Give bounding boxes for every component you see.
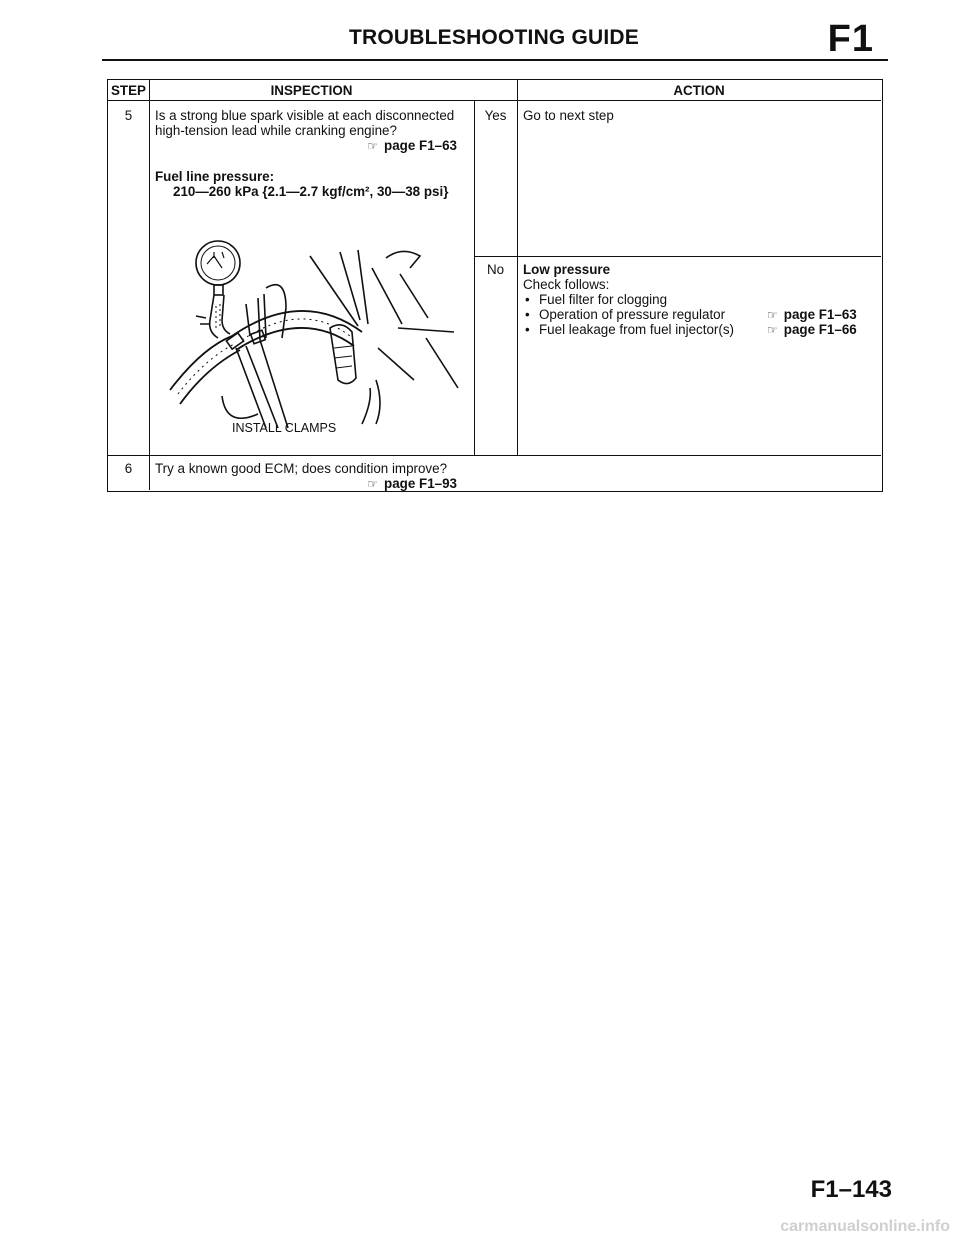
header-action: ACTION: [673, 83, 725, 98]
page-reference: ☞ page F1–66: [767, 322, 857, 337]
pointing-hand-icon: ☞: [767, 308, 778, 322]
inspection-question-line1: Try a known good ECM; does condition improve?: [155, 461, 448, 476]
inspection-question-line2: high-tension lead while cranking engine?: [155, 123, 397, 138]
watermark: carmanualsonline.info: [780, 1218, 950, 1235]
figure-label: INSTALL CLAMPS: [232, 421, 337, 435]
step-number: 5: [124, 108, 133, 123]
yes-action: Go to next step: [523, 108, 614, 123]
divider-header: [108, 100, 881, 101]
section-code: F1: [827, 18, 874, 60]
step-number: 6: [124, 461, 133, 476]
fuel-pressure-gauge-figure: [162, 228, 462, 440]
header-inspection: INSPECTION: [270, 83, 353, 98]
inspection-text: [155, 108, 471, 199]
divider-yesno: [517, 80, 518, 455]
page-reference: ☞ page F1–63: [367, 138, 457, 153]
header-step: STEP: [111, 83, 146, 98]
pointing-hand-icon: ☞: [367, 477, 379, 491]
no-action-intro: Check follows:: [523, 277, 610, 292]
header-rule: [102, 59, 888, 61]
list-item: • Operation of pressure regulator ☞ page F1–63: [523, 307, 875, 322]
no-action-title: Low pressure: [523, 262, 611, 277]
list-item: • Fuel filter for clogging: [523, 292, 875, 307]
inspection-text: [155, 461, 471, 492]
divider-step6: [108, 455, 881, 456]
pointing-hand-icon: ☞: [767, 323, 778, 337]
spec-title: Fuel line pressure:: [155, 169, 275, 184]
divider-yes-no: [474, 256, 881, 257]
page-reference: ☞ page F1–93: [367, 476, 457, 491]
no-action: [523, 262, 875, 337]
divider-step: [149, 80, 150, 490]
page-title: TROUBLESHOOTING GUIDE: [348, 26, 640, 49]
troubleshooting-table: [107, 79, 883, 492]
page-reference: ☞ page F1–63: [767, 307, 857, 322]
no-label: No: [486, 262, 505, 277]
divider-inspection: [474, 101, 475, 455]
check-list: [523, 292, 875, 337]
spec-value: 210—260 kPa {2.1—2.7 kgf/cm², 30—38 psi}: [173, 184, 449, 199]
inspection-question-line1: Is a strong blue spark visible at each disconnected: [155, 108, 455, 123]
pointing-hand-icon: ☞: [367, 139, 379, 153]
list-item: • Fuel leakage from fuel injector(s) ☞ page F1–66: [523, 322, 875, 337]
yes-label: Yes: [484, 108, 507, 123]
page-number: F1–143: [810, 1176, 892, 1203]
